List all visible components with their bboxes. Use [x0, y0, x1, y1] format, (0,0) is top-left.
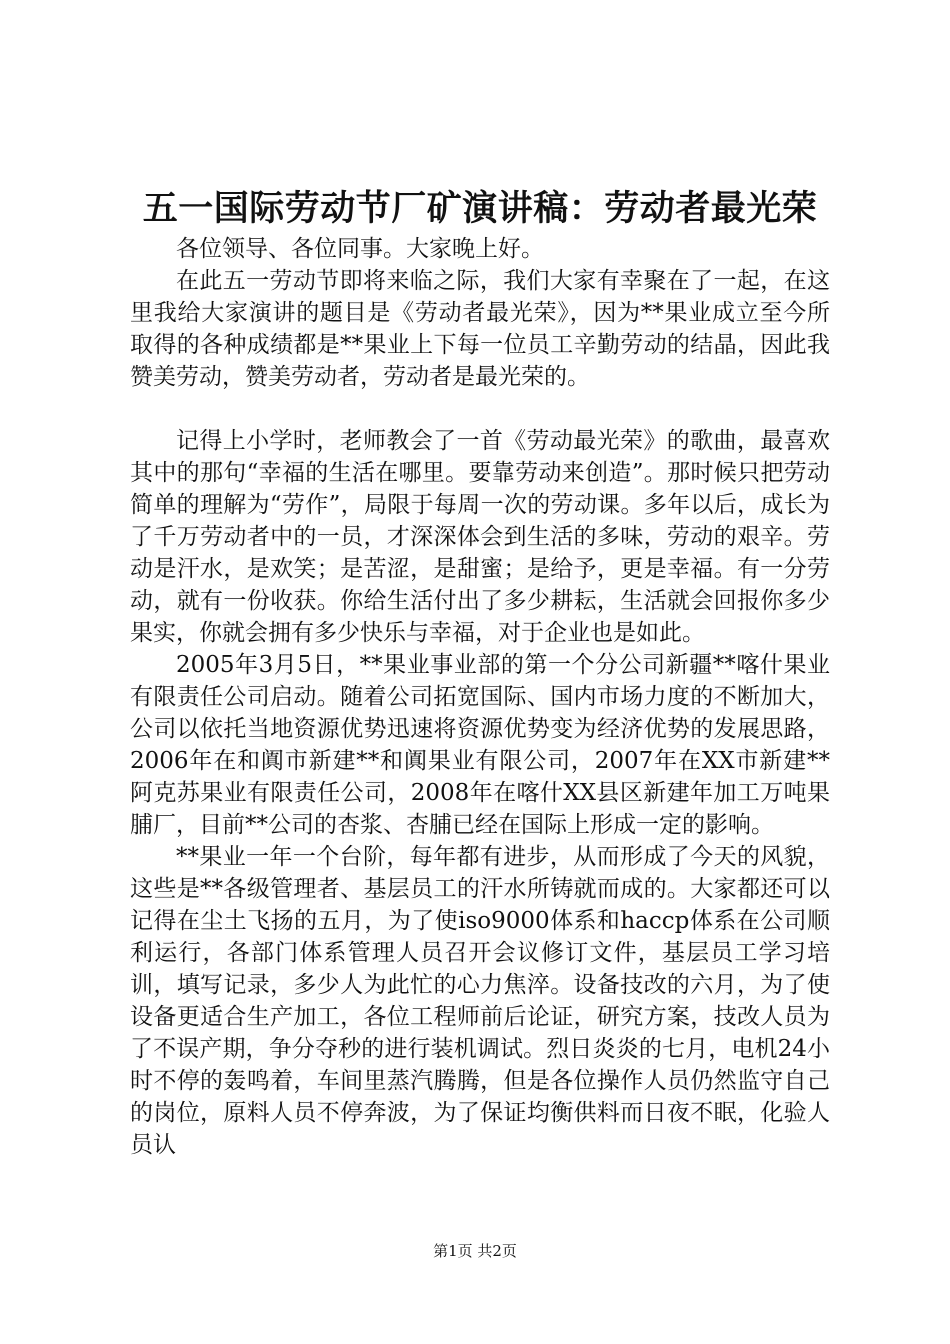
paragraph-childhood: 记得上小学时，老师教会了一首《劳动最光荣》的歌曲，最喜欢其中的那句“幸福的生活在哪里。要靠劳动来创造”。那时候只把劳动简单的理解为“劳作”，局限于每周一次的劳动课。多年以后，成长为了千万劳动者中的一员，才深深体会到生活的多味，劳动的艰辛。劳动是汗水，是欢笑；是苦涩，是甜蜜；是给予，更是幸福。有一分劳动，就有一份收获。你给生活付出了多少耕耘，生活就会回报你多少果实，你就会拥有多少快乐与幸福，对于企业也是如此。	[130, 428, 830, 646]
paragraph-greeting: 各位领导、各位同事。大家晚上好。	[176, 236, 544, 262]
page-footer: 第1页 共2页	[433, 1242, 517, 1260]
document-title: 五一国际劳动节厂矿演讲稿：劳动者最光荣	[142, 188, 818, 229]
paragraph-progress: **果业一年一个台阶，每年都有进步，从而形成了今天的风貌，这些是**各级管理者、基层员工的汗水所铸就而成的。大家都还可以记得在尘土飞扬的五月，为了使iso9000体系和haccp体系在公司顺利运行，各部门体系管理人员召开会议修订文件，基层员工学习培训，填写记录，多少人为此忙的心力焦淬。设备技改的六月，为了使设备更适合生产加工，各位工程师前后论证，研究方案，技改人员为了不误产期，争分夺秒的进行装机调试。烈日炎炎的七月，电机24小时不停的轰鸣着，车间里蒸汽腾腾，但是各位操作人员仍然监守自己的岗位，原料人员不停奔波，为了保证均衡供料而日夜不眠，化验人员认	[130, 844, 830, 1158]
paragraph-company-history: 2005年3月5日，**果业事业部的第一个分公司新疆**喀什果业有限责任公司启动。随着公司拓宽国际、国内市场力度的不断加大，公司以依托当地资源优势迅速将资源优势变为经济优势的发展思路，2006年在和阗市新建**和阗果业有限公司，2007年在XX市新建**阿克苏果业有限责任公司，2008年在喀什XX县区新建年加工万吨果脯厂，目前**公司的杏浆、杏脯已经在国际上形成一定的影响。	[130, 652, 830, 838]
paragraph-intro: 在此五一劳动节即将来临之际，我们大家有幸聚在了一起，在这里我给大家演讲的题目是《劳动者最光荣》，因为**果业成立至今所取得的各种成绩都是**果业上下每一位员工辛勤劳动的结晶，因此我赞美劳动，赞美劳动者，劳动者是最光荣的。	[130, 268, 830, 390]
document-body	[130, 233, 830, 1161]
